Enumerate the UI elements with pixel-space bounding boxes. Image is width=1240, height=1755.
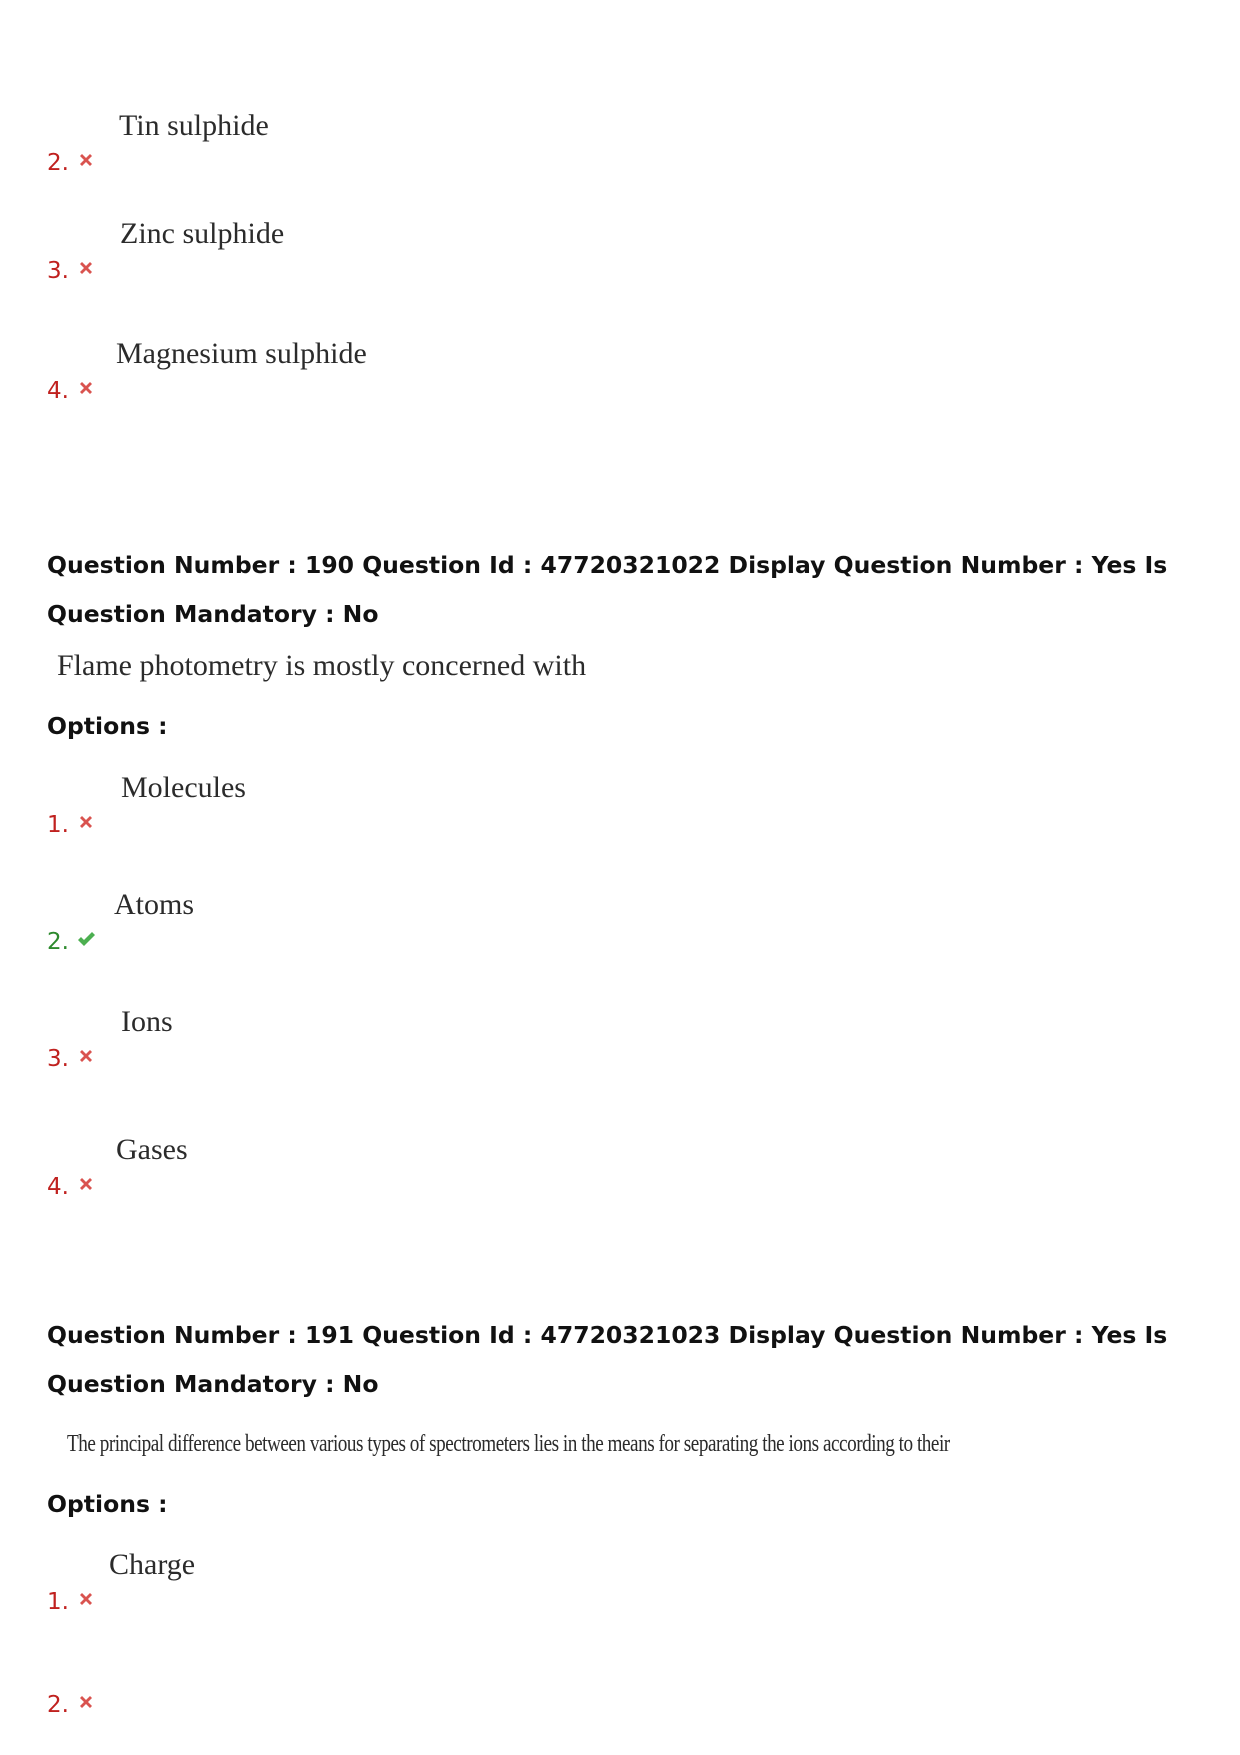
option-number: 2. bbox=[47, 150, 69, 176]
option-item bbox=[0, 216, 1240, 286]
wrong-cross-icon bbox=[76, 1692, 96, 1712]
wrong-cross-icon bbox=[76, 812, 96, 832]
correct-check-icon bbox=[76, 929, 96, 949]
option-number: 1. bbox=[47, 812, 69, 838]
option-number: 1. bbox=[47, 1589, 69, 1615]
option-text: Ions bbox=[121, 1005, 173, 1038]
option-text: Charge bbox=[109, 1548, 196, 1581]
question-header: Question Number : 190 Question Id : 47720321022 Display Question Number : Yes Is Question Mandatory : No bbox=[47, 551, 1168, 628]
option-item bbox=[0, 770, 1240, 840]
wrong-cross-icon bbox=[76, 1174, 96, 1194]
option-item bbox=[0, 887, 1240, 957]
option-number: 2. bbox=[47, 929, 69, 955]
option-text: Molecules bbox=[121, 771, 246, 804]
wrong-cross-icon bbox=[76, 258, 96, 278]
option-text: Atoms bbox=[114, 888, 195, 921]
question-text: Flame photometry is mostly concerned with bbox=[57, 649, 587, 682]
option-item bbox=[0, 1004, 1240, 1074]
option-text: Tin sulphide bbox=[119, 109, 269, 142]
option-item bbox=[0, 1547, 1240, 1617]
option-item bbox=[0, 1132, 1240, 1202]
wrong-cross-icon bbox=[76, 150, 96, 170]
option-item bbox=[0, 1650, 1240, 1720]
question-text: The principal difference between various types of spectrometers lies in the means for separating the ions according to their bbox=[67, 1431, 950, 1457]
option-item bbox=[0, 108, 1240, 178]
option-text: Gases bbox=[116, 1133, 188, 1166]
option-number: 3. bbox=[47, 258, 69, 284]
option-number: 4. bbox=[47, 378, 69, 404]
option-text: Magnesium sulphide bbox=[116, 337, 367, 370]
wrong-cross-icon bbox=[76, 378, 96, 398]
option-number: 2. bbox=[47, 1692, 69, 1718]
wrong-cross-icon bbox=[76, 1046, 96, 1066]
option-number: 3. bbox=[47, 1046, 69, 1072]
options-label: Options : bbox=[47, 1490, 168, 1518]
question-header: Question Number : 191 Question Id : 47720321023 Display Question Number : Yes Is Question Mandatory : No bbox=[47, 1321, 1168, 1398]
options-label: Options : bbox=[47, 712, 168, 740]
option-text: Zinc sulphide bbox=[120, 217, 285, 250]
option-item bbox=[0, 336, 1240, 406]
wrong-cross-icon bbox=[76, 1589, 96, 1609]
option-number: 4. bbox=[47, 1174, 69, 1200]
